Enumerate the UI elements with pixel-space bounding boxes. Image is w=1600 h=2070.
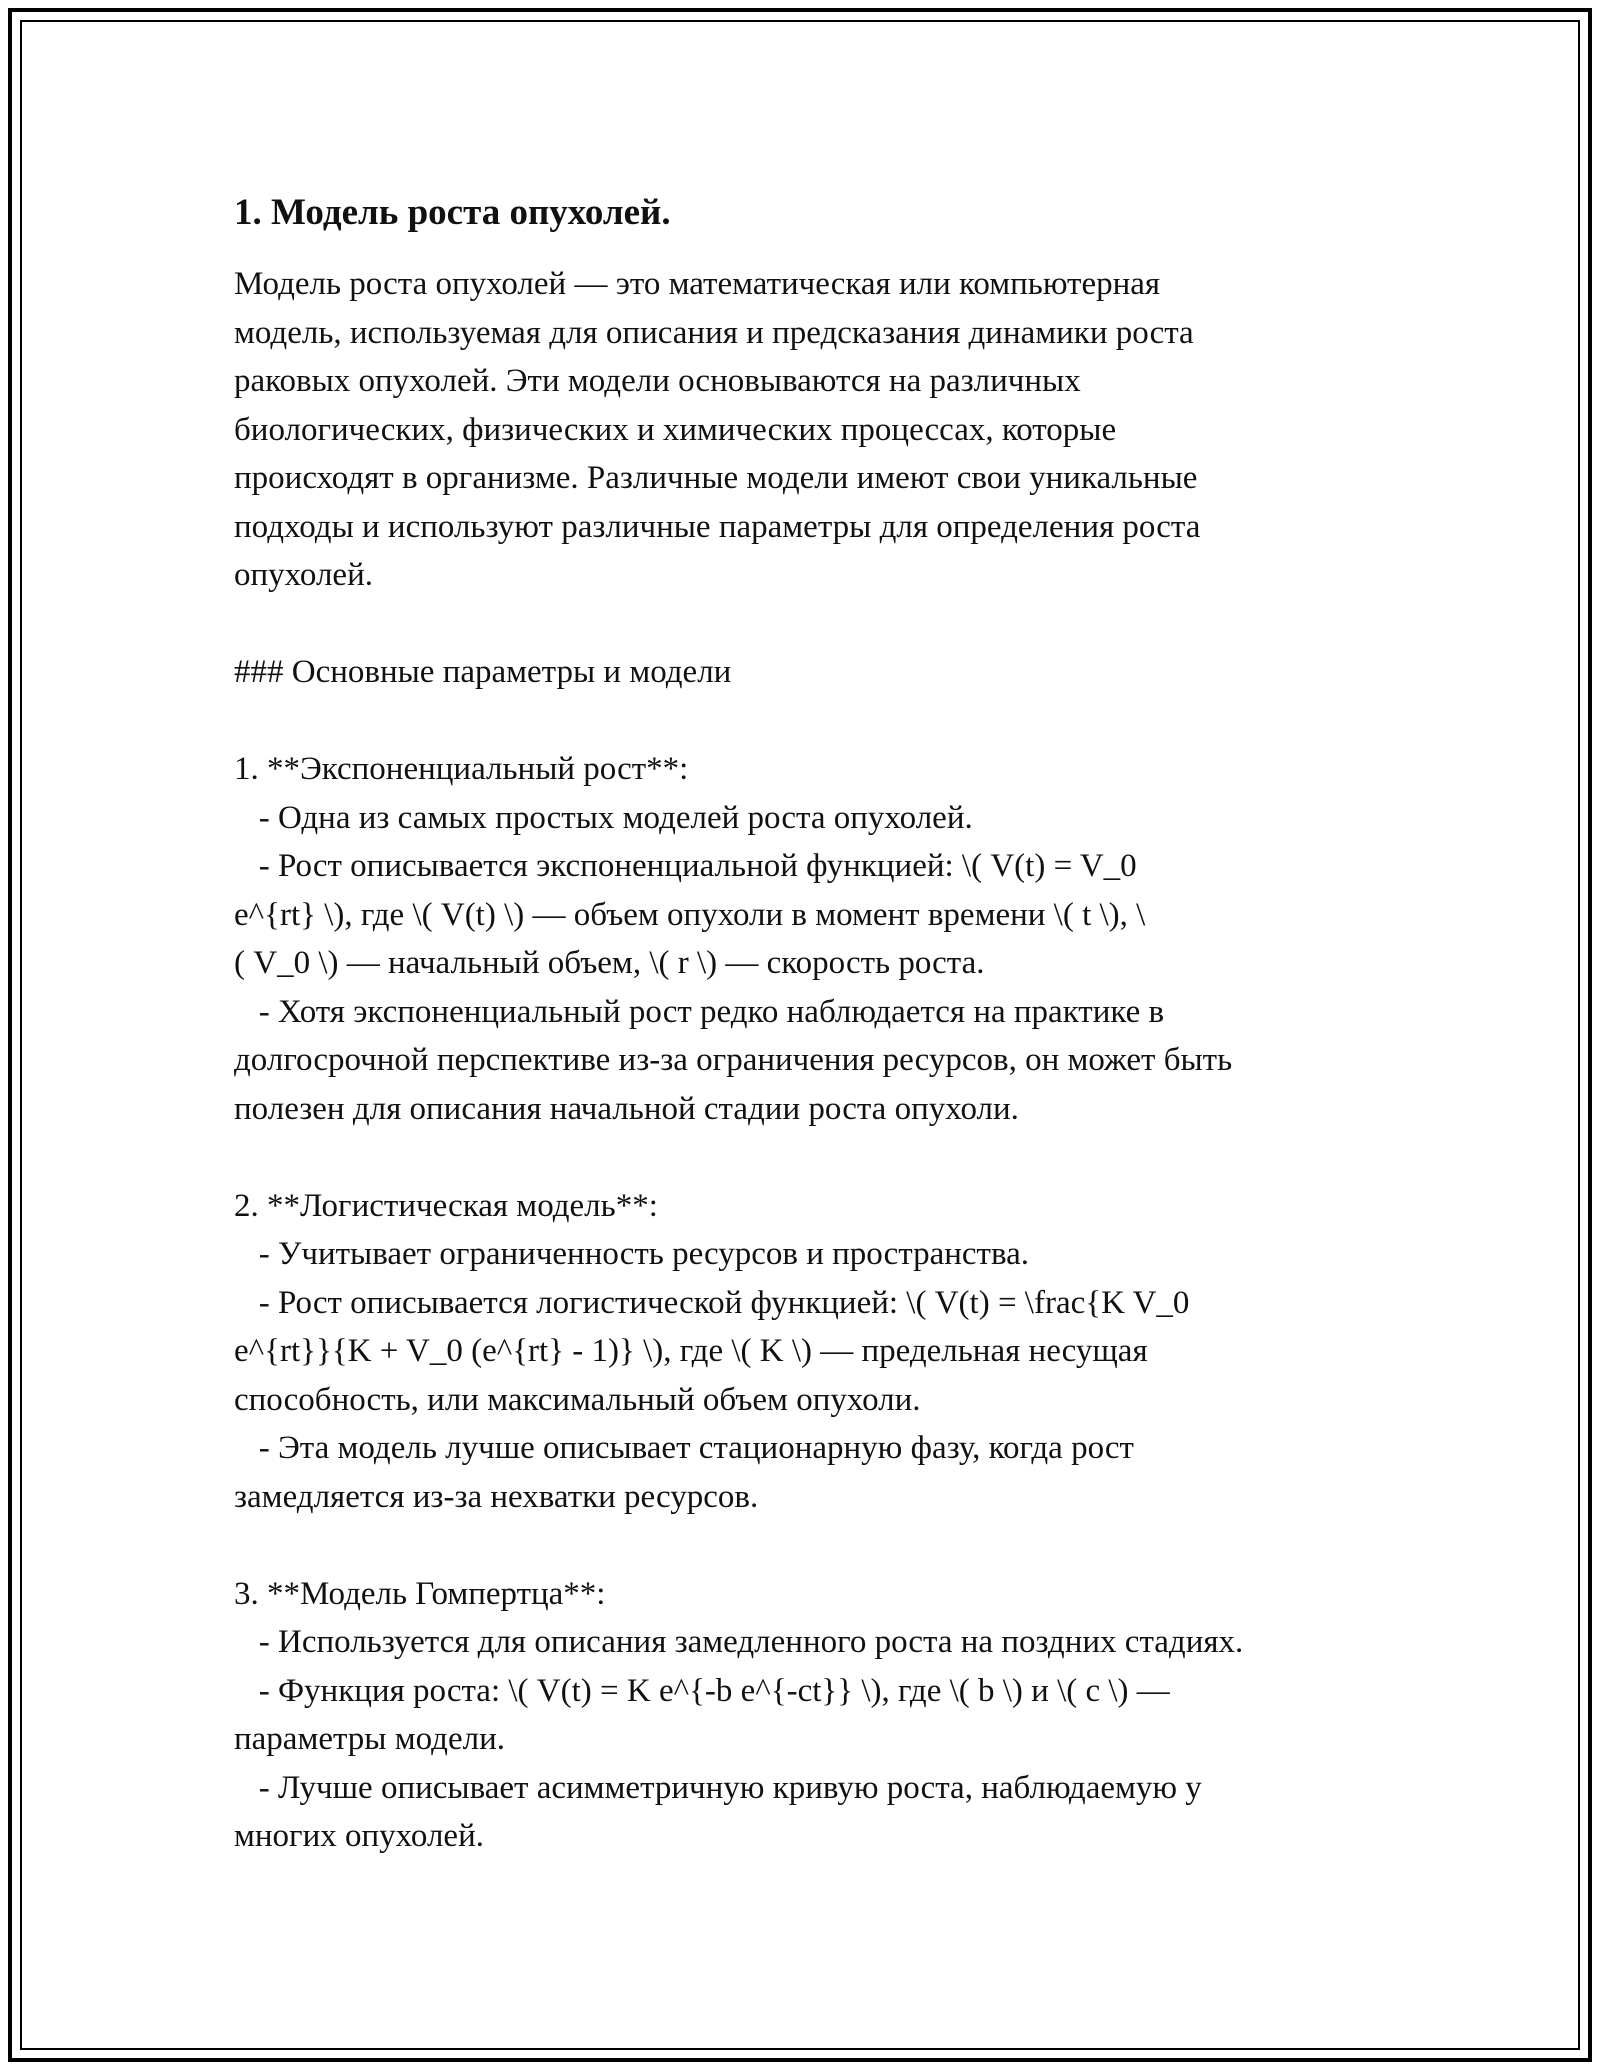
blank-line [234,1133,1384,1182]
blank-line [234,1521,1384,1570]
blank-line [234,600,1384,649]
model-gompertz: 3. **Модель Гомпертца**: - Используется для описания замедленного роста на поздних стадиях. - Функция роста: \( V(t) = K e^{-b e^{-ct}} \), где \( b \) и \( c \) — параметры модели. - Лучше описывает асимметричную кривую роста, наблюдаемую у многих опухолей. [234,1575,1244,1854]
document-heading: 1. Модель роста опухолей. [234,192,671,233]
section-heading: ### Основные параметры и модели [234,654,732,690]
model-logistic: 2. **Логистическая модель**: - Учитывает ограниченность ресурсов и пространства. - Рост описывается логистической функцией: \( V(t) = \frac{K V_0 e^{rt}}{K + V_0 (e^{rt} - 1)} \), где \( K \) — предельная несущая способность, или максимальный объем опухоли. - Эта модель лучше описывает стационарную фазу, когда рост замедляется из-за нехватки ресурсов. [234,1187,1190,1515]
document-body [234,188,1384,1861]
blank-line [234,697,1384,746]
model-exponential: 1. **Экспоненциальный рост**: - Одна из самых простых моделей роста опухолей. - Рост описывается экспоненциальной функцией: \( V(t) = V_0 e^{rt} \), где \( V(t) \) — объем опухоли в момент времени \( t \), \ ( V_0 \) — начальный объем, \( r \) — скорость роста. - Хотя экспоненциальный рост редко наблюдается на практике в долгосрочной перспективе из-за ограничения ресурсов, он может быть полезен для описания начальной стадии роста опухоли. [234,751,1233,1127]
intro-paragraph: Модель роста опухолей — это математическая или компьютерная модель, используемая для описания и предсказания динамики роста раковых опухолей. Эти модели основываются на различных биологических, физических и химических процессах, которые происходят в организме. Различные модели имеют свои уникальные подходы и используют различные параметры для определения роста опухолей. [234,266,1201,593]
